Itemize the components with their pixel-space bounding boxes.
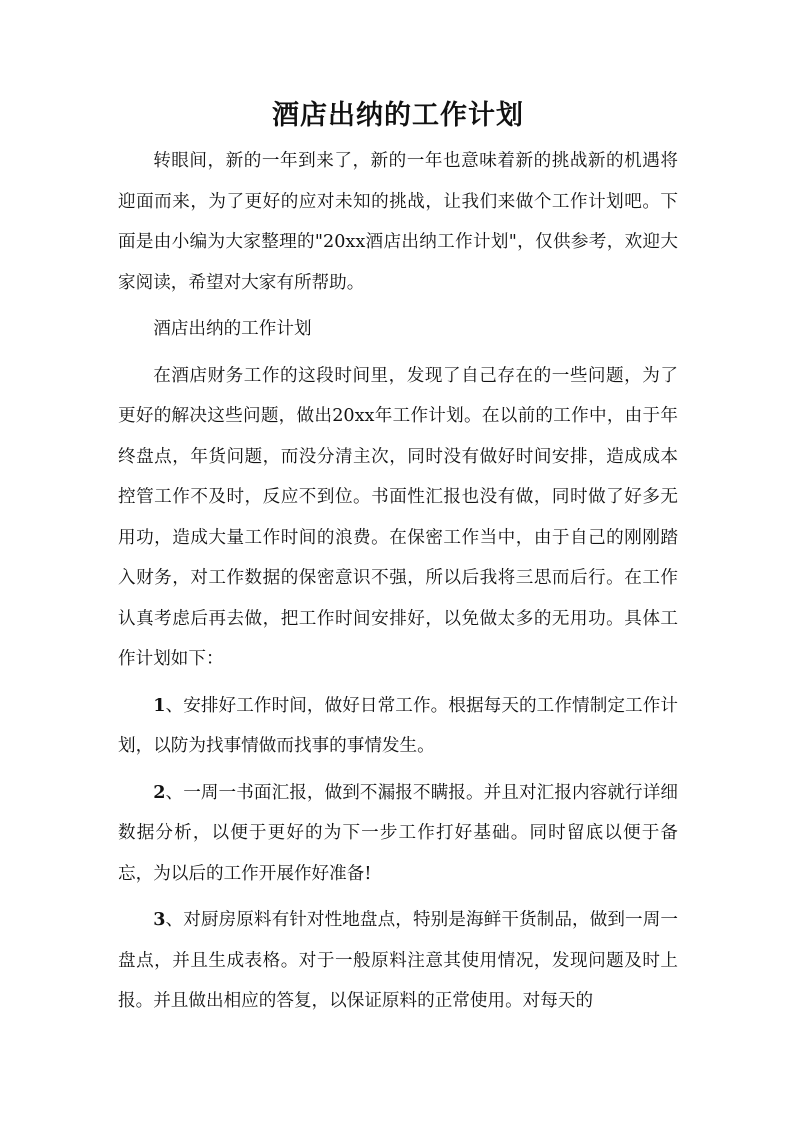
- plan-item-3: [118, 900, 678, 1022]
- plan-item-text: 、对厨房原料有针对性地盘点，特别是海鲜干货制品，做到一周一盘点，并且生成表格。对于一般原料注意其使用情况，发现问题及时上报。并且做出相应的答复，以保证原料的正常使用。对每天的: [118, 910, 678, 1011]
- plan-item-text: 、安排好工作时间，做好日常工作。根据每天的工作情制定工作计划，以防为找事情做而找事的事情发生。: [118, 695, 678, 756]
- section-subtitle: 酒店出纳的工作计划: [153, 319, 312, 339]
- document-title: 酒店出纳的工作计划: [272, 100, 524, 131]
- plan-item-number: 3: [153, 909, 166, 930]
- plan-item-1: [118, 686, 678, 767]
- body-paragraph: 在酒店财务工作的这段时间里，发现了自己存在的一些问题，为了更好的解决这些问题，做出20xx年工作计划。在以前的工作中，由于年终盘点，年货问题，而没分清主次，同时没有做好时间安排，造成成本控管工作不及时，反应不到位。书面性汇报也没有做，同时做了好多无用功，造成大量工作时间的浪费。在保密工作当中，由于自己的刚刚踏入财务，对工作数据的保密意识不强，所以后我将三思而后行。在工作认真考虑后再去做，把工作时间安排好，以免做太多的无用功。具体工作计划如下：: [118, 365, 678, 669]
- plan-item-text: 、一周一书面汇报，做到不漏报不瞒报。并且对汇报内容就行详细数据分析，以便于更好的为下一步工作打好基础。同时留底以便于备忘，为以后的工作开展作好准备!: [118, 782, 678, 884]
- document-page: [118, 96, 678, 1028]
- plan-item-number: 1: [153, 694, 166, 716]
- plan-item-number: 2: [153, 781, 166, 803]
- plan-item-2: [118, 773, 678, 895]
- intro-paragraph: 转眼间，新的一年到来了，新的一年也意味着新的挑战新的机遇将迎面而来，为了更好的应对未知的挑战，让我们来做个工作计划吧。下面是由小编为大家整理的"20xx酒店出纳工作计划"，仅供参考，欢迎大家阅读，希望对大家有所帮助。: [118, 151, 678, 293]
